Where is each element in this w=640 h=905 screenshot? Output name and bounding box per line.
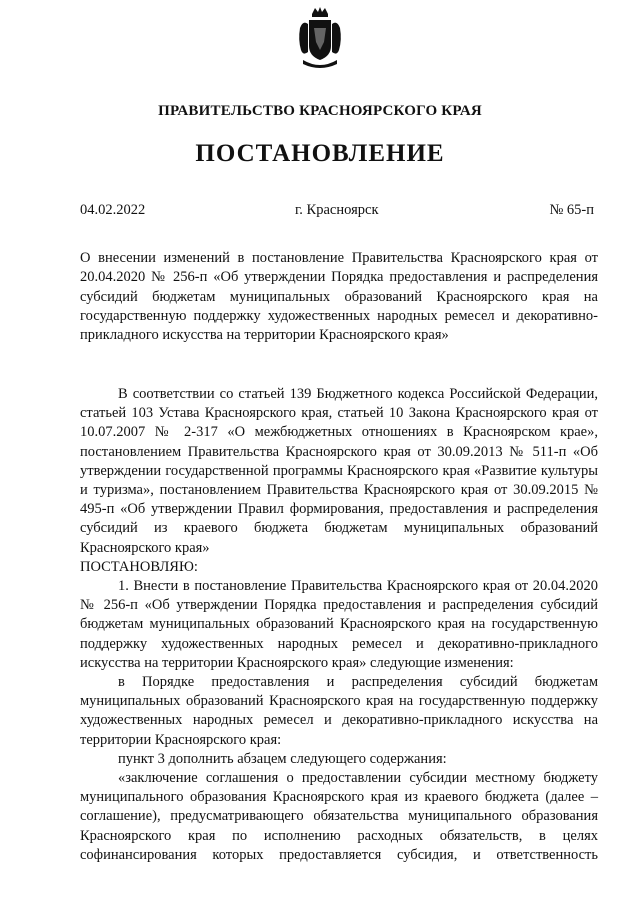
document-city: г. Красноярск — [295, 202, 379, 218]
document-number: № 65-п — [549, 202, 594, 218]
government-name: ПРАВИТЕЛЬСТВО КРАСНОЯРСКОГО КРАЯ — [158, 103, 482, 119]
preamble-paragraph: В соответствии со статьей 139 Бюджетного кодекса Российской Федерации, статьей 103 Устава Красноярского края, статьей 10 Закона Красноярского края от 10.07.2007 № 2-317 «О межбюджетных отношениях в Красноярском крае», постановлением Правительства Красноярского края от 30.09.2013 № 511-п «Об утверждении государственной программы Красноярского края «Развитие культуры и туризма», постановлением Правительства Красноярского края от 30.09.2015 № 495-п «Об утверждении Правил формирования, предоставления и распределения субсидий из краевого бюджета бюджетам муниципальных образований Красноярского края» — [80, 386, 598, 556]
order-paragraph: в Порядке предоставления и распределения субсидий бюджетам муниципальных образований Красноярского края на государственную поддержку художественных народных ремесел и декоративно-прикладного искусства на территории Красноярского края: — [80, 674, 598, 748]
document-type-title: ПОСТАНОВЛЕНИЕ — [195, 140, 445, 167]
document-date: 04.02.2022 — [80, 202, 146, 218]
item-1-paragraph: 1. Внести в постановление Правительства Красноярского края от 20.04.2020 № 256-п «Об утверждении Порядка предоставления и распределения субсидий бюджетам муниципальных образований Красноярского края на государственную поддержку художественных народных ремесел и декоративно-прикладного искусства на территории Красноярского края» следующие изменения: — [80, 578, 598, 671]
document-subject: О внесении изменений в постановление Правительства Красноярского края от 20.04.2020 № 256-п «Об утверждении Порядка предоставления и распределения субсидий бюджетам муниципальных образований Красноярского края на государственную поддержку художественных народных ремесел и декоративно-прикладного искусства на территории Красноярского края» — [80, 250, 598, 344]
coat-of-arms-icon — [297, 6, 343, 72]
document-body — [80, 385, 598, 865]
quote-paragraph: «заключение соглашения о предоставлении субсидии местному бюджету муниципального образования Красноярского края из краевого бюджета (далее – соглашение), предусматривающего обязательства муниципального образования Красноярского края по исполнению расходных обязательств, в целях софинансирования которых предоставляется субсидия, и ответственность — [80, 770, 598, 863]
resolve-heading: ПОСТАНОВЛЯЮ: — [80, 558, 198, 575]
point-3-paragraph: пункт 3 дополнить абзацем следующего содержания: — [118, 750, 447, 767]
